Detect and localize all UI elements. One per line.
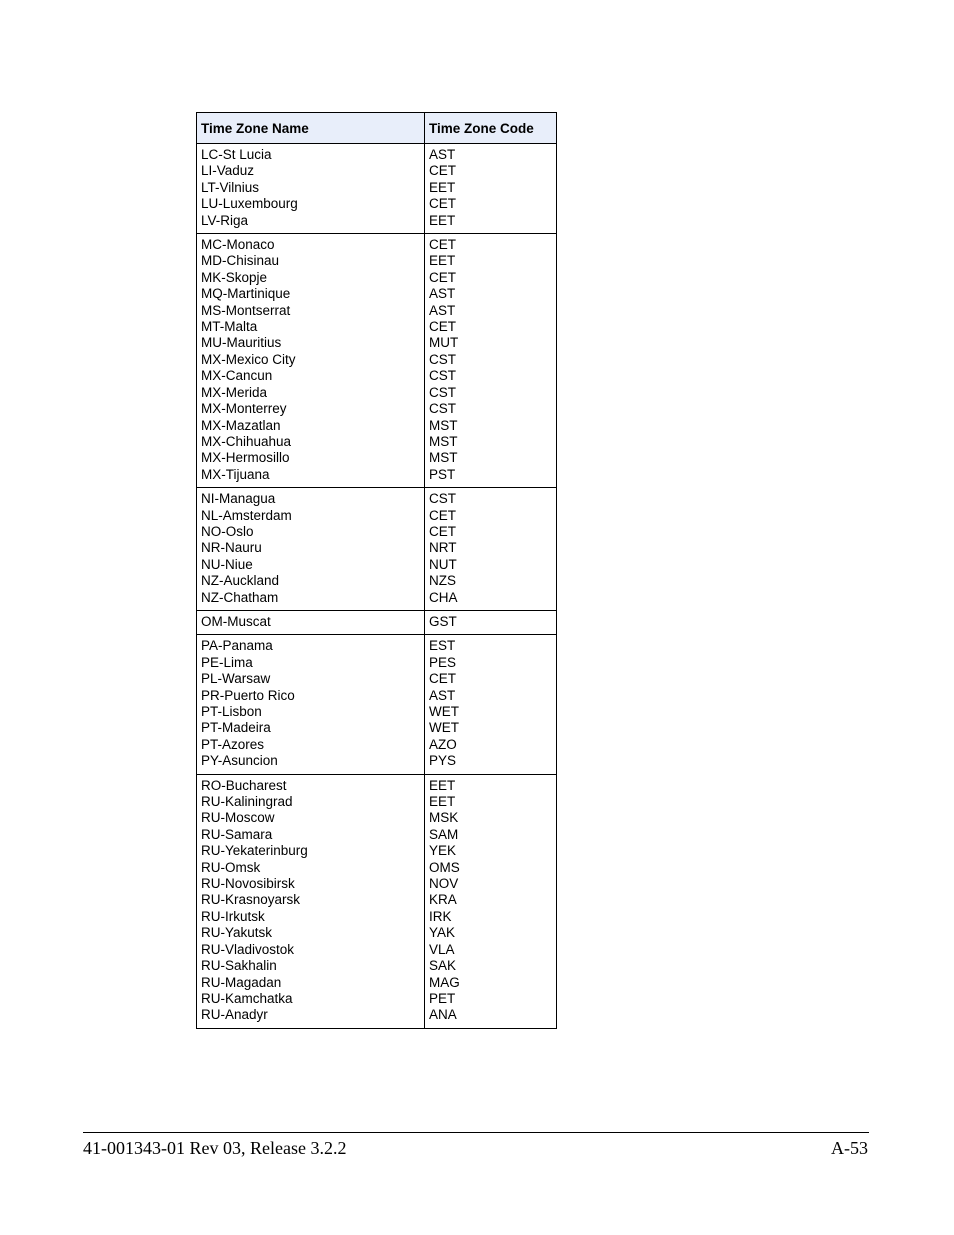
time-zone-code: WET (429, 704, 459, 719)
time-zone-code: CHA (429, 589, 458, 605)
time-zone-name: MX-Hermosillo (201, 450, 290, 466)
time-zone-name: PY-Asuncion (201, 753, 278, 769)
time-zone-name: MC-Monaco (201, 237, 275, 253)
footer-page-number: A-53 (831, 1138, 868, 1158)
time-zone-code: AST (429, 687, 456, 703)
time-zone-code: AST (429, 302, 456, 318)
time-zone-code: CST (429, 384, 456, 400)
table-row (197, 144, 557, 234)
time-zone-code: CST (429, 491, 456, 507)
time-zone-name: MX-Chihuahua (201, 433, 292, 449)
time-zone-code: EET (429, 212, 456, 228)
time-zone-name: MX-Tijuana (201, 466, 270, 482)
time-zone-name: PR-Puerto Rico (201, 687, 295, 703)
time-zone-code-cell (425, 774, 557, 1028)
time-zone-name: RU-Irkutsk (201, 908, 265, 924)
time-zone-code: VLA (429, 941, 455, 957)
time-zone-name: MX-Mexico City (201, 351, 296, 367)
time-zone-name: RU-Anadyr (201, 1007, 268, 1023)
header-time-zone-name: Time Zone Name (197, 113, 425, 144)
time-zone-code: CET (429, 507, 456, 523)
time-zone-code: CET (429, 671, 456, 687)
time-zone-name: RU-Yekaterinburg (201, 843, 308, 859)
time-zone-code: NUT (429, 556, 457, 572)
time-zone-name-cell (197, 774, 425, 1028)
time-zone-name: NL-Amsterdam (201, 507, 292, 523)
time-zone-name: PL-Warsaw (201, 671, 271, 687)
table-row (197, 234, 557, 488)
time-zone-code-cell (425, 144, 557, 234)
time-zone-code: SAK (429, 958, 457, 974)
time-zone-name: NI-Managua (201, 491, 276, 507)
time-zone-code: SAM (429, 826, 459, 842)
time-zone-name: PT-Madeira (201, 720, 271, 736)
time-zone-code: EET (429, 777, 456, 793)
time-zone-name: LU-Luxembourg (201, 196, 298, 212)
footer-document-id: 41-001343-01 Rev 03, Release 3.2.2 (83, 1138, 347, 1158)
time-zone-code: MSK (429, 810, 459, 826)
table-row (197, 488, 557, 611)
time-zone-code: OMS (429, 859, 460, 875)
footer-divider (83, 1132, 869, 1133)
time-zone-code: PYS (429, 753, 457, 769)
time-zone-code: MST (429, 417, 458, 433)
time-zone-name: RU-Omsk (201, 859, 261, 875)
table-row (197, 610, 557, 634)
time-zone-code: CET (429, 163, 456, 179)
time-zone-name: PE-Lima (201, 654, 253, 670)
table-row (197, 635, 557, 774)
time-zone-code: EET (429, 179, 456, 195)
header-time-zone-code: Time Zone Code (425, 113, 557, 144)
time-zone-name: NZ-Auckland (201, 573, 280, 589)
time-zone-name: RU-Magadan (201, 974, 282, 990)
time-zone-code: CET (429, 319, 456, 335)
time-zone-name: RU-Kamchatka (201, 990, 293, 1006)
time-zone-code: PET (429, 990, 456, 1006)
time-zone-code: KRA (429, 892, 457, 908)
time-zone-name: LI-Vaduz (201, 163, 255, 179)
time-zone-table (196, 112, 557, 1029)
time-zone-name: RU-Samara (201, 826, 273, 842)
time-zone-code: MST (429, 433, 458, 449)
time-zone-name-cell (197, 635, 425, 774)
time-zone-code: PES (429, 654, 457, 670)
time-zone-code: ANA (429, 1007, 457, 1023)
time-zone-code: NRT (429, 540, 457, 556)
time-zone-name: RU-Vladivostok (201, 941, 295, 957)
time-zone-code: NOV (429, 876, 459, 892)
time-zone-code-cell (425, 488, 557, 611)
time-zone-name: MQ-Martinique (201, 286, 291, 302)
time-zone-code: IRK (429, 908, 452, 924)
time-zone-name-cell (197, 144, 425, 234)
time-zone-name: MD-Chisinau (201, 253, 280, 269)
time-zone-code: MUT (429, 335, 459, 351)
time-zone-code-cell (425, 635, 557, 774)
time-zone-name: MU-Mauritius (201, 335, 282, 351)
time-zone-name: LC-St Lucia (201, 147, 272, 162)
time-zone-name: PT-Azores (201, 736, 265, 752)
time-zone-name-cell (197, 610, 425, 634)
time-zone-name: MK-Skopje (201, 269, 268, 285)
time-zone-name: NO-Oslo (201, 523, 254, 539)
time-zone-code: EST (429, 638, 456, 654)
time-zone-code: CET (429, 269, 456, 285)
time-zone-code: AST (429, 147, 456, 162)
time-zone-name: MX-Mazatlan (201, 417, 281, 433)
time-zone-code: GST (429, 613, 457, 629)
time-zone-name: MT-Malta (201, 319, 258, 335)
time-zone-name: RU-Krasnoyarsk (201, 892, 301, 908)
time-zone-name: PA-Panama (201, 638, 273, 654)
time-zone-code: WET (429, 720, 459, 736)
time-zone-code: CST (429, 368, 456, 384)
time-zone-code: AST (429, 286, 456, 302)
time-zone-code: CET (429, 196, 456, 212)
time-zone-name: MX-Cancun (201, 368, 273, 384)
time-zone-name: RU-Sakhalin (201, 958, 277, 974)
time-zone-name: NZ-Chatham (201, 589, 279, 605)
time-zone-name-cell (197, 488, 425, 611)
time-zone-code: NZS (429, 573, 456, 589)
time-zone-name: RU-Kaliningrad (201, 794, 293, 810)
time-zone-code: AZO (429, 736, 457, 752)
time-zone-name: RU-Moscow (201, 810, 275, 826)
time-zone-code: EET (429, 794, 456, 810)
time-zone-name: PT-Lisbon (201, 704, 262, 719)
time-zone-table-body (197, 144, 557, 1029)
time-zone-code: CET (429, 523, 456, 539)
time-zone-code: CST (429, 351, 456, 367)
time-zone-code: MST (429, 450, 458, 466)
time-zone-code: MAG (429, 974, 460, 990)
time-zone-code: CET (429, 237, 456, 253)
time-zone-name: RU-Novosibirsk (201, 876, 295, 892)
time-zone-code-cell (425, 234, 557, 488)
time-zone-code-cell (425, 610, 557, 634)
time-zone-code: YAK (429, 925, 456, 941)
time-zone-name: MX-Merida (201, 384, 268, 400)
time-zone-name: LT-Vilnius (201, 179, 260, 195)
time-zone-name: RO-Bucharest (201, 777, 287, 793)
time-zone-name: OM-Muscat (201, 613, 271, 629)
table-header-row (197, 113, 557, 144)
time-zone-name: MS-Montserrat (201, 302, 291, 318)
time-zone-name: MX-Monterrey (201, 401, 287, 417)
time-zone-name: NR-Nauru (201, 540, 262, 556)
time-zone-code: EET (429, 253, 456, 269)
table-row (197, 774, 557, 1028)
time-zone-name: RU-Yakutsk (201, 925, 273, 941)
time-zone-code: CST (429, 401, 456, 417)
time-zone-name: NU-Niue (201, 556, 253, 572)
time-zone-name-cell (197, 234, 425, 488)
time-zone-code: PST (429, 466, 456, 482)
time-zone-name: LV-Riga (201, 212, 249, 228)
time-zone-code: YEK (429, 843, 457, 859)
